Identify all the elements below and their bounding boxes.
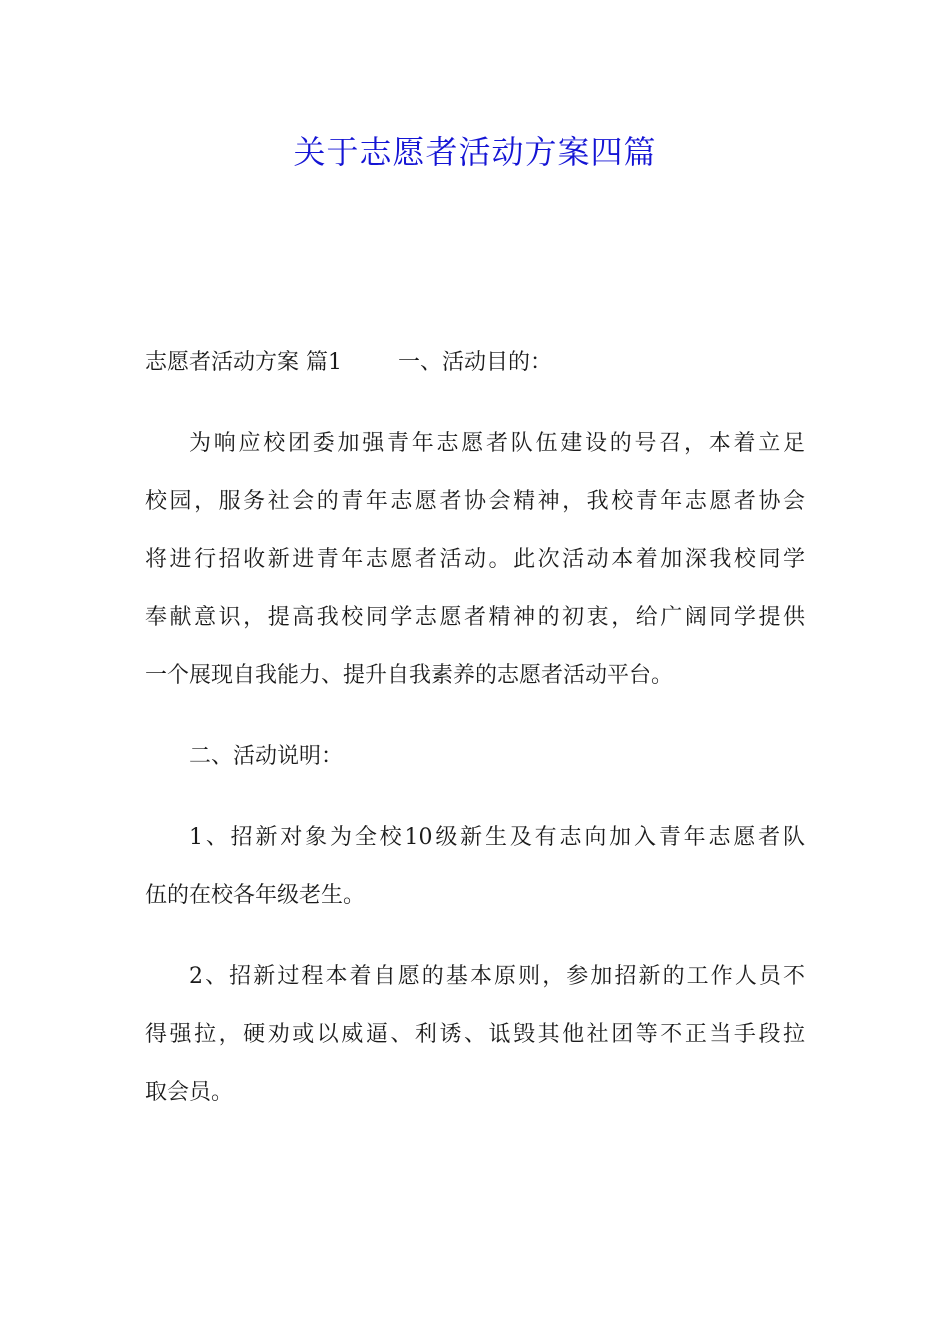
paragraph-line: 一个展现自我能力、提升自我素养的志愿者活动平台。 (145, 663, 674, 688)
paragraph-line: 二、活动说明： (189, 744, 344, 769)
paragraph-line: 取会员。 (145, 1080, 234, 1105)
paragraph-line: 将进行招收新进青年志愿者活动。此次活动本着加深我校同学 (145, 547, 805, 572)
paragraph-line: 2、招新过程本着自愿的基本原则，参加招新的工作人员不 (189, 964, 805, 989)
subheading: 一、活动目的： (398, 350, 553, 375)
paragraph (145, 728, 805, 786)
document-body (145, 334, 805, 1145)
paragraph-line: 为响应校团委加强青年志愿者队伍建设的号召，本着立足 (189, 431, 805, 456)
paragraph (145, 809, 805, 925)
paragraph-line: 得强拉，硬劝或以威逼、利诱、诋毁其他社团等不正当手段拉 (145, 1022, 805, 1047)
paragraph (145, 948, 805, 1122)
paragraph-line: 伍的在校各年级老生。 (145, 883, 366, 908)
section-label: 志愿者活动方案 篇1 (145, 350, 342, 375)
paragraph (145, 415, 805, 705)
paragraph-line: 奉献意识，提高我校同学志愿者精神的初衷，给广阔同学提供 (145, 605, 805, 630)
paragraph-line: 1、招新对象为全校10级新生及有志向加入青年志愿者队 (189, 825, 805, 850)
paragraph-line: 校园，服务社会的青年志愿者协会精神，我校青年志愿者协会 (145, 489, 805, 514)
heading-line (145, 334, 805, 392)
document-title: 关于志愿者活动方案四篇 (293, 133, 657, 171)
